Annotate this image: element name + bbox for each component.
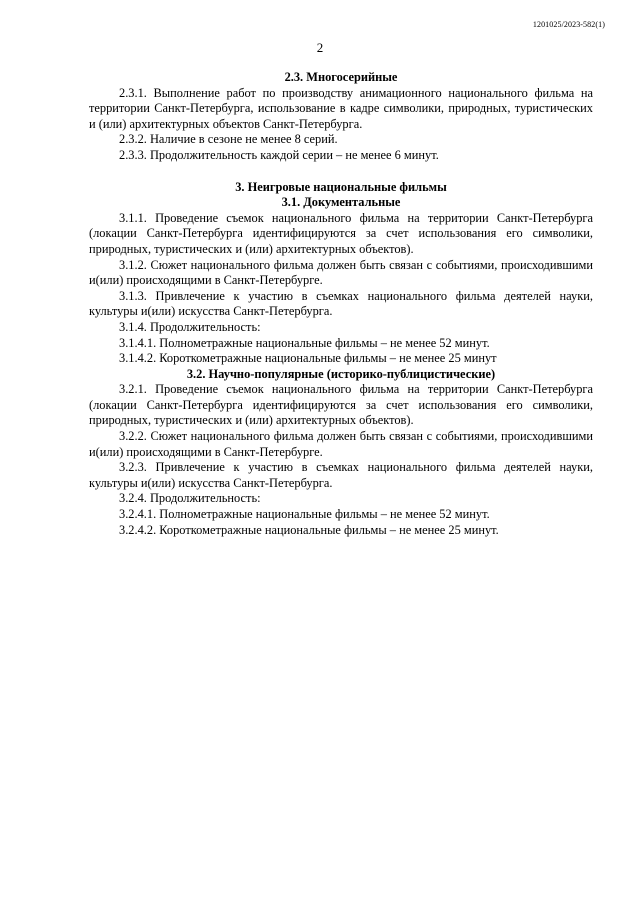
document-number: 1201025/2023-582(1): [532, 20, 605, 29]
paragraph: 2.3.3. Продолжительность каждой серии – не менее 6 минут.: [119, 147, 439, 162]
paragraph: 3.1.3. Привлечение к участию в съемках национального фильма деятелей науки, культуры и(или) искусства Санкт-Петербурга.: [89, 288, 593, 319]
paragraph: 3.2.4.1. Полнометражные национальные фильмы – не менее 52 минут.: [119, 507, 490, 522]
paragraph: 3.2.3. Привлечение к участию в съемках национального фильма деятелей науки, культуры и(или) искусства Санкт-Петербурга.: [89, 460, 593, 490]
paragraph: 3.2.4.2. Короткометражные национальные фильмы – не менее 25 минут.: [119, 522, 499, 537]
document-body: [89, 70, 593, 538]
paragraph: 2.3.2. Наличие в сезоне не менее 8 серий.: [119, 132, 338, 147]
paragraph: 3.1.4. Продолжительность:: [119, 319, 261, 334]
section-heading: 3.1. Документальные: [281, 195, 401, 210]
paragraph: 3.1.4.1. Полнометражные национальные фильмы – не менее 52 минут.: [119, 335, 490, 350]
page-number: 2: [316, 40, 324, 55]
paragraph: 3.2.4. Продолжительность:: [119, 491, 261, 506]
paragraph: 2.3.1. Выполнение работ по производству анимационного национального фильма на территории Санкт-Петербурга, использование в кадре символики, природных, туристических и (или) архитектурных объектов Санкт-Петербурга.: [89, 85, 593, 131]
section-heading: 3.2. Научно-популярные (историко-публицистические): [186, 366, 496, 381]
section-gap: [89, 164, 593, 180]
paragraph: 3.1.4.2. Короткометражные национальные фильмы – не менее 25 минут: [119, 351, 497, 366]
section-heading: 3. Неигровые национальные фильмы: [235, 179, 447, 194]
paragraph: 3.2.1. Проведение съемок национального фильма на территории Санкт-Петербурга (локации Санкт-Петербурга идентифицируются за счет использования его символики, природных, туристических и (или) архитектурных объектов).: [89, 382, 593, 428]
section-heading: 2.3. Многосерийные: [284, 70, 398, 84]
paragraph: 3.2.2. Сюжет национального фильма должен быть связан с событиями, происходившими и(или) происходящими в Санкт-Петербурге.: [89, 429, 593, 459]
paragraph: 3.1.2. Сюжет национального фильма должен быть связан с событиями, происходившими и(или) происходящими в Санкт-Петербурге.: [89, 257, 593, 288]
paragraph: 3.1.1. Проведение съемок национального фильма на территории Санкт-Петербурга (локации Санкт-Петербурга идентифицируются за счет использования его символики, природных, туристических и (или) архитектурных объектов).: [89, 210, 593, 256]
